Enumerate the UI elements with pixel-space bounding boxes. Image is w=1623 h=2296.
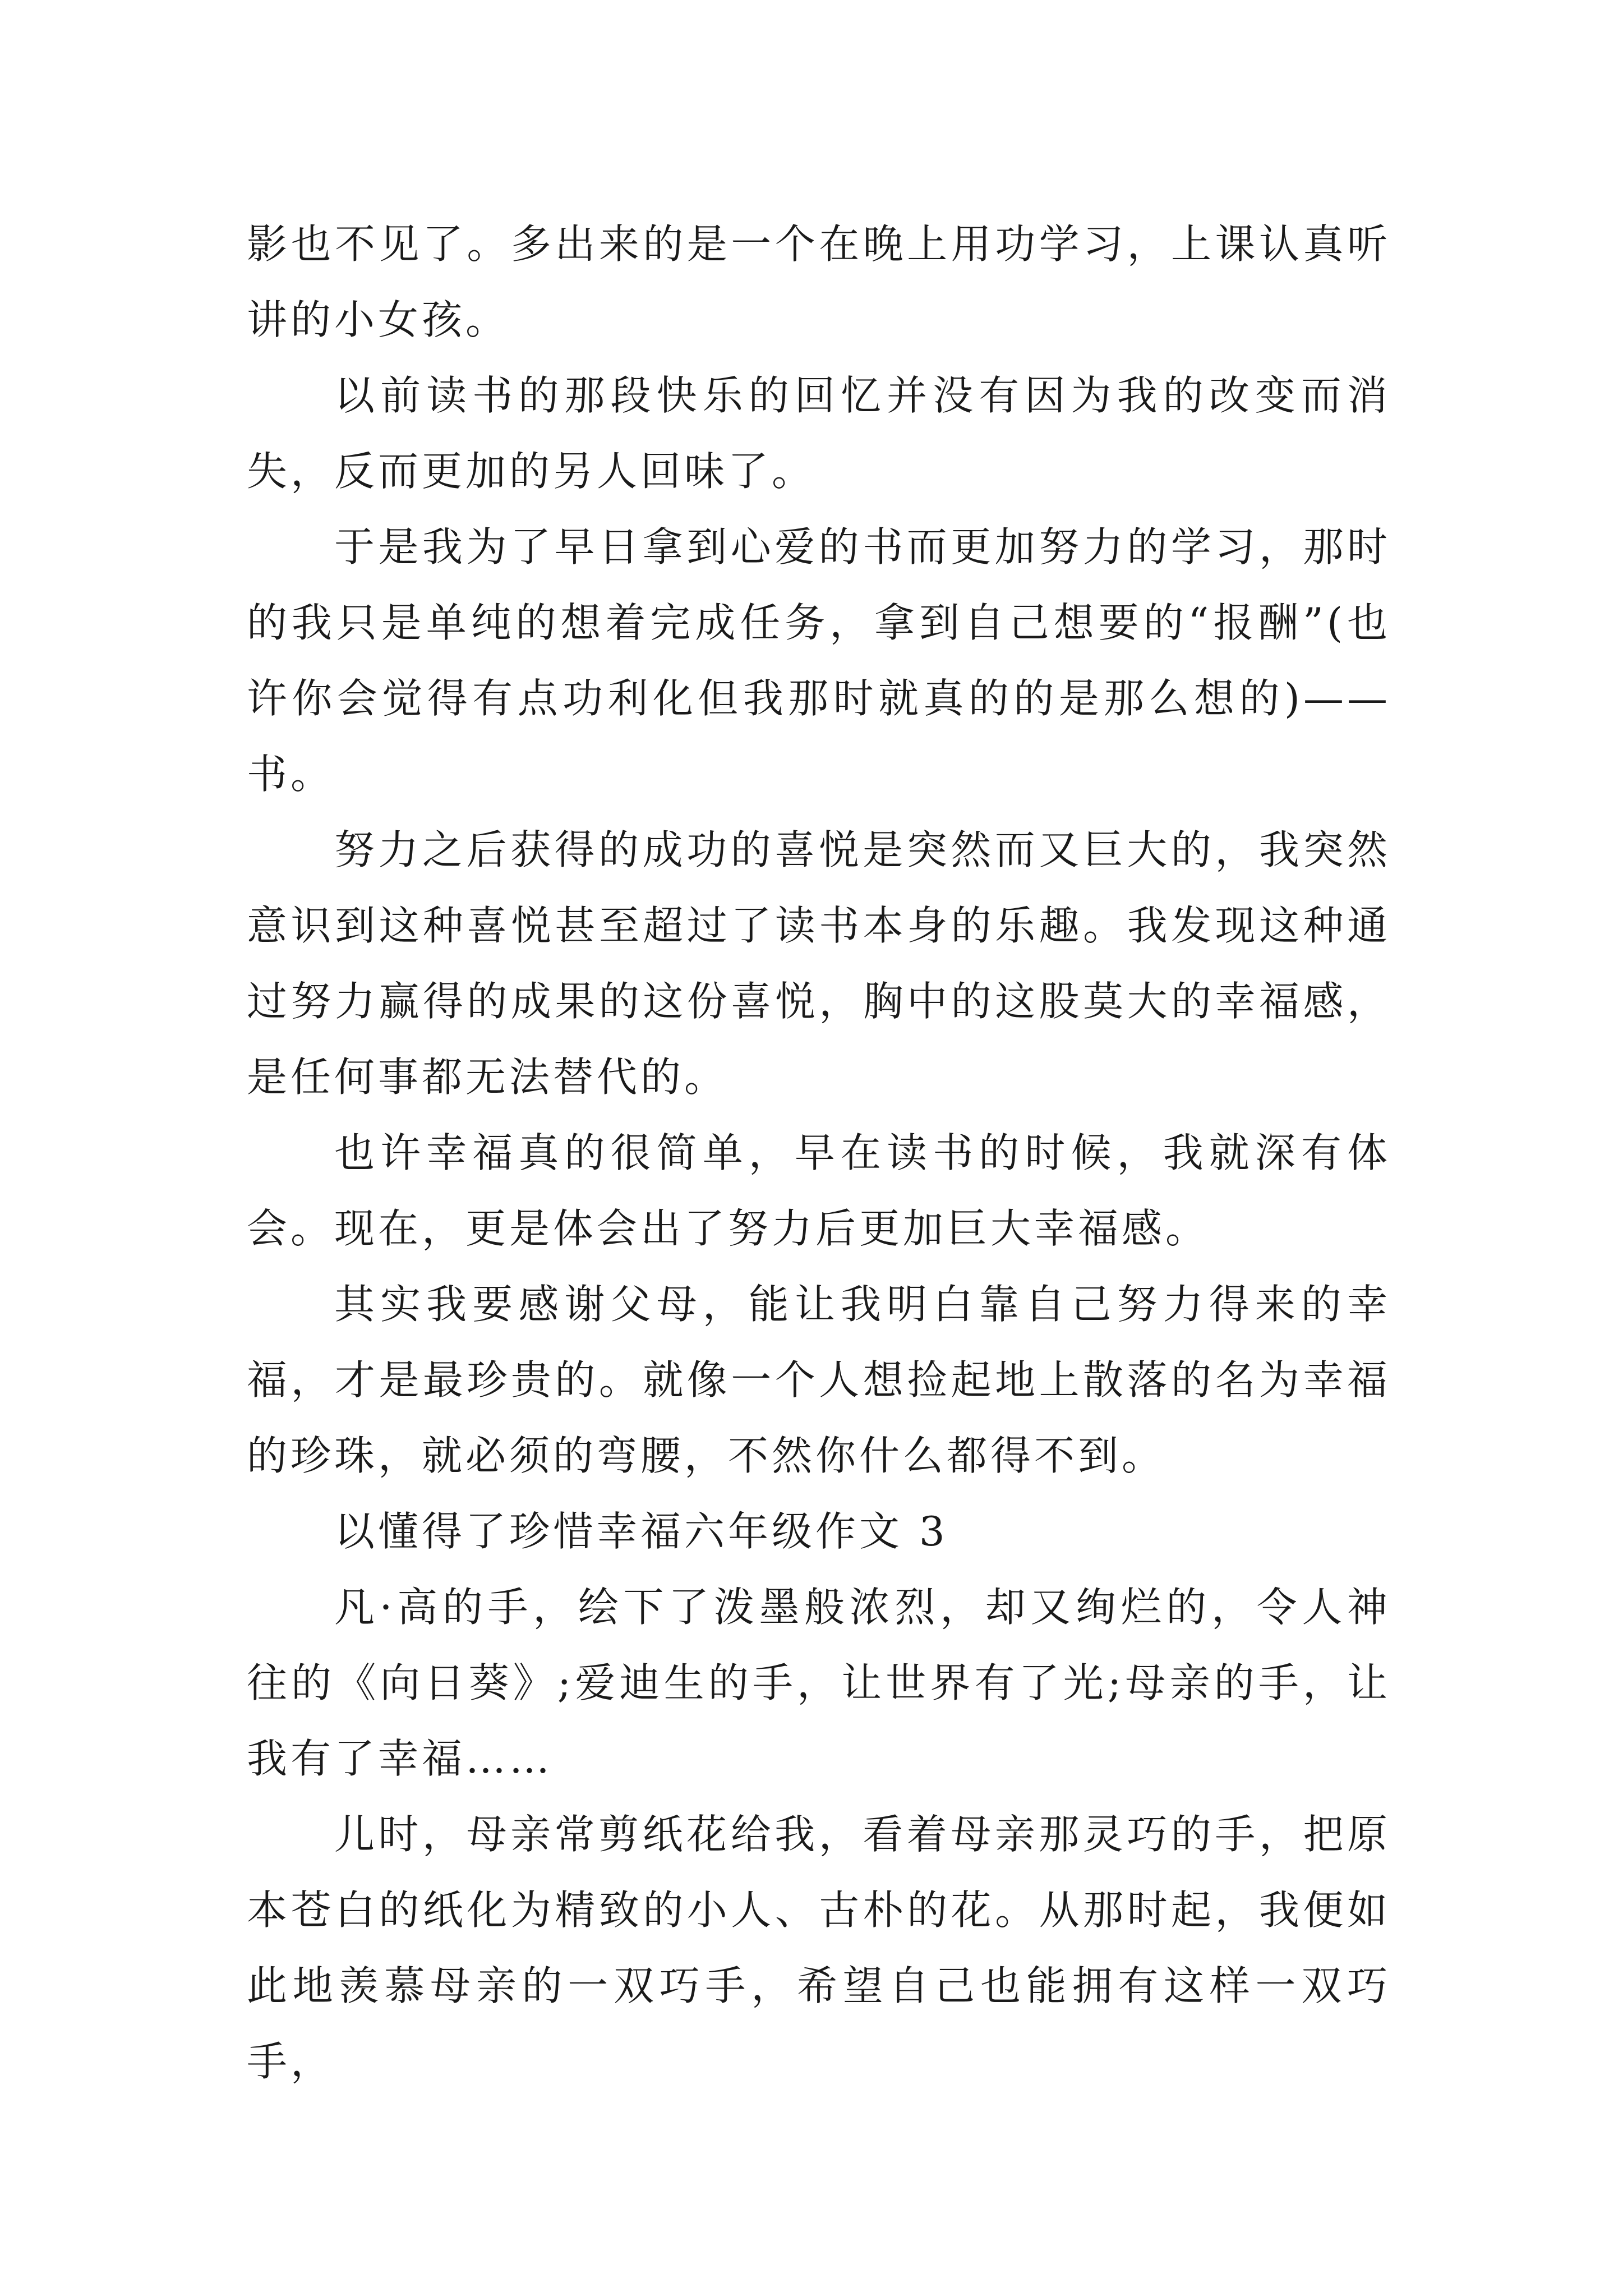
paragraph-4: 努力之后获得的成功的喜悦是突然而又巨大的，我突然意识到这种喜悦甚至超过了读书本身的乐趣。我发现这种通过努力赢得的成果的这份喜悦，胸中的这股莫大的幸福感，是任何事都无法替代的。	[247, 826, 1391, 1101]
paragraph-3: 于是我为了早日拿到心爱的书而更加努力的学习，那时的我只是单纯的想着完成任务，拿到自己想要的“报酬”(也许你会觉得有点功利化但我那时就真的的是那么想的)——书。	[247, 523, 1391, 798]
paragraph-8: 儿时，母亲常剪纸花给我，看着母亲那灵巧的手，把原本苍白的纸化为精致的小人、古朴的花。从那时起，我便如此地羡慕母亲的一双巧手，希望自己也能拥有这样一双巧手，	[247, 1811, 1391, 2085]
section-heading: 以懂得了珍惜幸福六年级作文 3	[334, 1508, 948, 1555]
paragraph-7: 凡·高的手，绘下了泼墨般浓烈，却又绚烂的，令人神往的《向日葵》;爱迪生的手，让世界有了光;母亲的手，让我有了幸福……	[247, 1584, 1391, 1782]
paragraph-5: 也许幸福真的很简单，早在读书的时候，我就深有体会。现在，更是体会出了努力后更加巨大幸福感。	[247, 1129, 1391, 1252]
paragraph-6: 其实我要感谢父母，能让我明白靠自己努力得来的幸福，才是最珍贵的。就像一个人想捡起地上散落的名为幸福的珍珠，就必须的弯腰，不然你什么都得不到。	[247, 1281, 1391, 1479]
document-body	[247, 206, 1391, 2100]
paragraph-2: 以前读书的那段快乐的回忆并没有因为我的改变而消失，反而更加的另人回味了。	[247, 372, 1391, 495]
paragraph-1: 影也不见了。多出来的是一个在晚上用功学习，上课认真听讲的小女孩。	[247, 220, 1391, 343]
